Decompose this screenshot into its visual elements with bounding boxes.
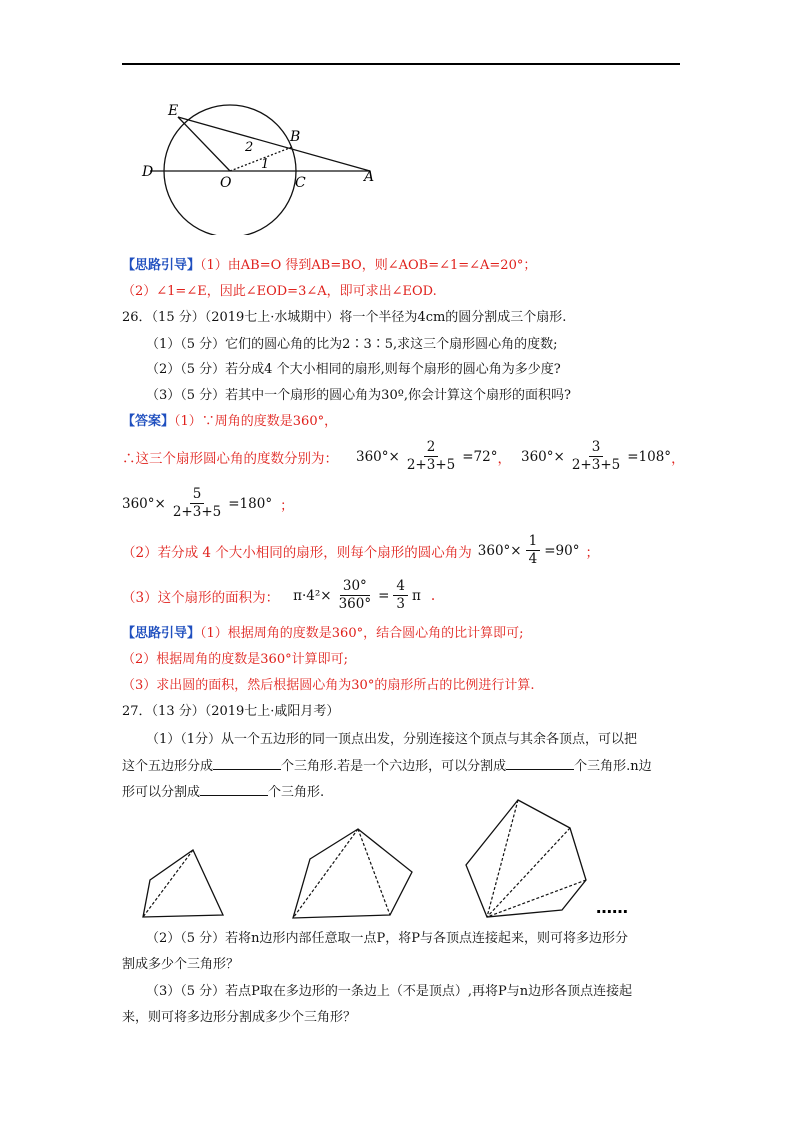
denominator: 2+3+5 [571, 457, 621, 473]
label-angle-1: 1 [261, 157, 270, 172]
separator: ； [585, 544, 599, 561]
math-result: =72° [462, 448, 498, 465]
math-result: =108° [627, 448, 672, 465]
q27-part1-line2 [122, 757, 652, 776]
label-C: C [295, 175, 306, 191]
diagonal [487, 828, 570, 917]
pentagon [293, 829, 412, 918]
q26-answer-line2 [122, 439, 685, 474]
q27-part2-line1: （2）（5 分）若将n边形内部任意取一点P，将P与各顶点连接起来，则可将多边形分 [146, 931, 629, 946]
numerator: 3 [589, 439, 604, 457]
answer-tag: 【答案】 [122, 414, 175, 429]
answer-text: （1）∵周角的度数是360°， [174, 414, 338, 429]
q26-part1: （1）（5 分）它们的圆心角的比为2∶3∶5,求这三个扇形圆心角的度数; [146, 337, 558, 352]
q26-hint-line3: （3）求出圆的面积，然后根据圆心角为30°的扇形所占的比例进行计算. [122, 678, 535, 693]
polygons-figure [130, 795, 670, 925]
q26-hint-line2: （2）根据周角的度数是360°计算即可; [122, 652, 348, 667]
denominator: 360° [338, 596, 372, 612]
diagonal [487, 800, 518, 917]
denominator: 3 [396, 596, 406, 612]
text-segment: 这个五边形分成 [122, 759, 214, 774]
math-lead: 360°× [356, 448, 400, 465]
text-segment: 个三角形.n边 [574, 759, 652, 774]
q27-part3-line2: 来，则可将多边形分割成多少个三角形？ [122, 1010, 357, 1025]
math-result: π [412, 587, 421, 604]
math-expr-3 [122, 486, 272, 521]
header-rule [122, 63, 680, 65]
numerator: 1 [526, 533, 541, 551]
q27-part1-line1: （1）（1分）从一个五边形的同一顶点出发，分别连接这个顶点与其余各顶点，可以把 [146, 732, 638, 747]
answer-blank[interactable] [213, 757, 281, 770]
separator: ； [280, 497, 294, 514]
circle-figure [140, 95, 390, 235]
fraction [336, 578, 375, 613]
fraction [526, 533, 541, 568]
q26-answer-line1 [122, 413, 337, 431]
math-expr-1 [356, 439, 497, 474]
label-O: O [220, 175, 232, 191]
separator: ， [497, 450, 511, 467]
hint-tag: 【思路引导】 [122, 258, 201, 273]
q25-hint-line2: （2）∠1=∠E，因此∠EOD=3∠A，即可求出∠EOD. [122, 284, 437, 299]
answer-line2-text: ∴这三个扇形圆心角的度数分别为： [122, 450, 338, 467]
hexagon [466, 800, 586, 917]
fraction [569, 439, 623, 474]
text-segment: 个三角形. [268, 785, 325, 800]
answer-line4-text: （2）若分成 4 个大小相同的扇形，则每个扇形的圆心角为 [122, 544, 472, 561]
fraction [393, 578, 408, 613]
text-segment: 形可以分割成 [122, 785, 201, 800]
q27-title: 27．（13 分）（2019七上·咸阳月考） [122, 704, 340, 719]
equals-sign: = [378, 587, 390, 604]
label-D: D [142, 164, 154, 180]
numerator: 4 [393, 578, 408, 596]
math-result: =90° [544, 542, 580, 559]
label-E: E [168, 103, 179, 119]
ellipsis-dots: …… [596, 898, 628, 917]
line-EO [178, 117, 230, 171]
denominator: 4 [528, 551, 538, 567]
fraction [404, 439, 458, 474]
q26-answer-line3 [122, 486, 294, 521]
q27-part2-line2: 割成多少个三角形？ [122, 957, 240, 972]
circle [164, 105, 296, 235]
diagonal [143, 850, 193, 917]
label-angle-2: 2 [245, 140, 254, 155]
line-EA [178, 117, 370, 171]
separator: ， [671, 450, 685, 467]
q26-answer-line4 [122, 533, 599, 568]
q26-title: 26．（15 分）（2019七上·水城期中）将一个半径为4cm的圆分割成三个扇形. [122, 310, 567, 325]
math-lead: 360°× [122, 495, 166, 512]
math-lead: 360°× [520, 448, 565, 465]
math-expr-4 [478, 533, 580, 568]
q26-hint-line1 [122, 625, 523, 643]
text-segment: 个三角形.若是一个六边形，可以分割成 [281, 759, 507, 774]
answer-blank[interactable] [506, 757, 574, 770]
q27-part3-line1: （3）（5 分）若点P取在多边形的一条边上（不是顶点）,再将P与n边形各顶点连接起 [146, 984, 633, 999]
math-lead: 360°× [477, 542, 522, 559]
separator: . [430, 587, 436, 604]
diagonal [293, 829, 358, 918]
math-result: =180° [228, 495, 273, 512]
answer-line5-text: （3）这个扇形的面积为： [122, 589, 280, 606]
q26-part3: （3）（5 分）若其中一个扇形的圆心角为30º,你会计算这个扇形的面积吗? [146, 388, 571, 403]
q26-part2: （2）（5 分）若分成4 个大小相同的扇形,则每个扇形的圆心角为多少度? [146, 362, 561, 377]
q26-answer-line5 [122, 578, 435, 613]
math-lead: π·4²× [293, 587, 332, 604]
label-B: B [290, 129, 301, 145]
numerator: 30° [340, 578, 370, 596]
q25-hint-line1 [122, 257, 536, 275]
math-expr-5 [293, 578, 421, 613]
label-A: A [364, 169, 375, 185]
hint-tag: 【思路引导】 [122, 626, 201, 641]
math-expr-2 [521, 439, 671, 474]
fraction [170, 486, 224, 521]
quadrilateral [143, 850, 223, 917]
hint-text: （1）由AB=O 得到AB=BO，则∠AOB=∠1=∠A=20°； [200, 258, 537, 273]
numerator: 5 [190, 486, 205, 504]
hint-text: （1）根据周角的度数是360°，结合圆心角的比计算即可; [200, 626, 524, 641]
numerator: 2 [424, 439, 439, 457]
denominator: 2+3+5 [406, 457, 456, 473]
denominator: 2+3+5 [172, 504, 222, 520]
